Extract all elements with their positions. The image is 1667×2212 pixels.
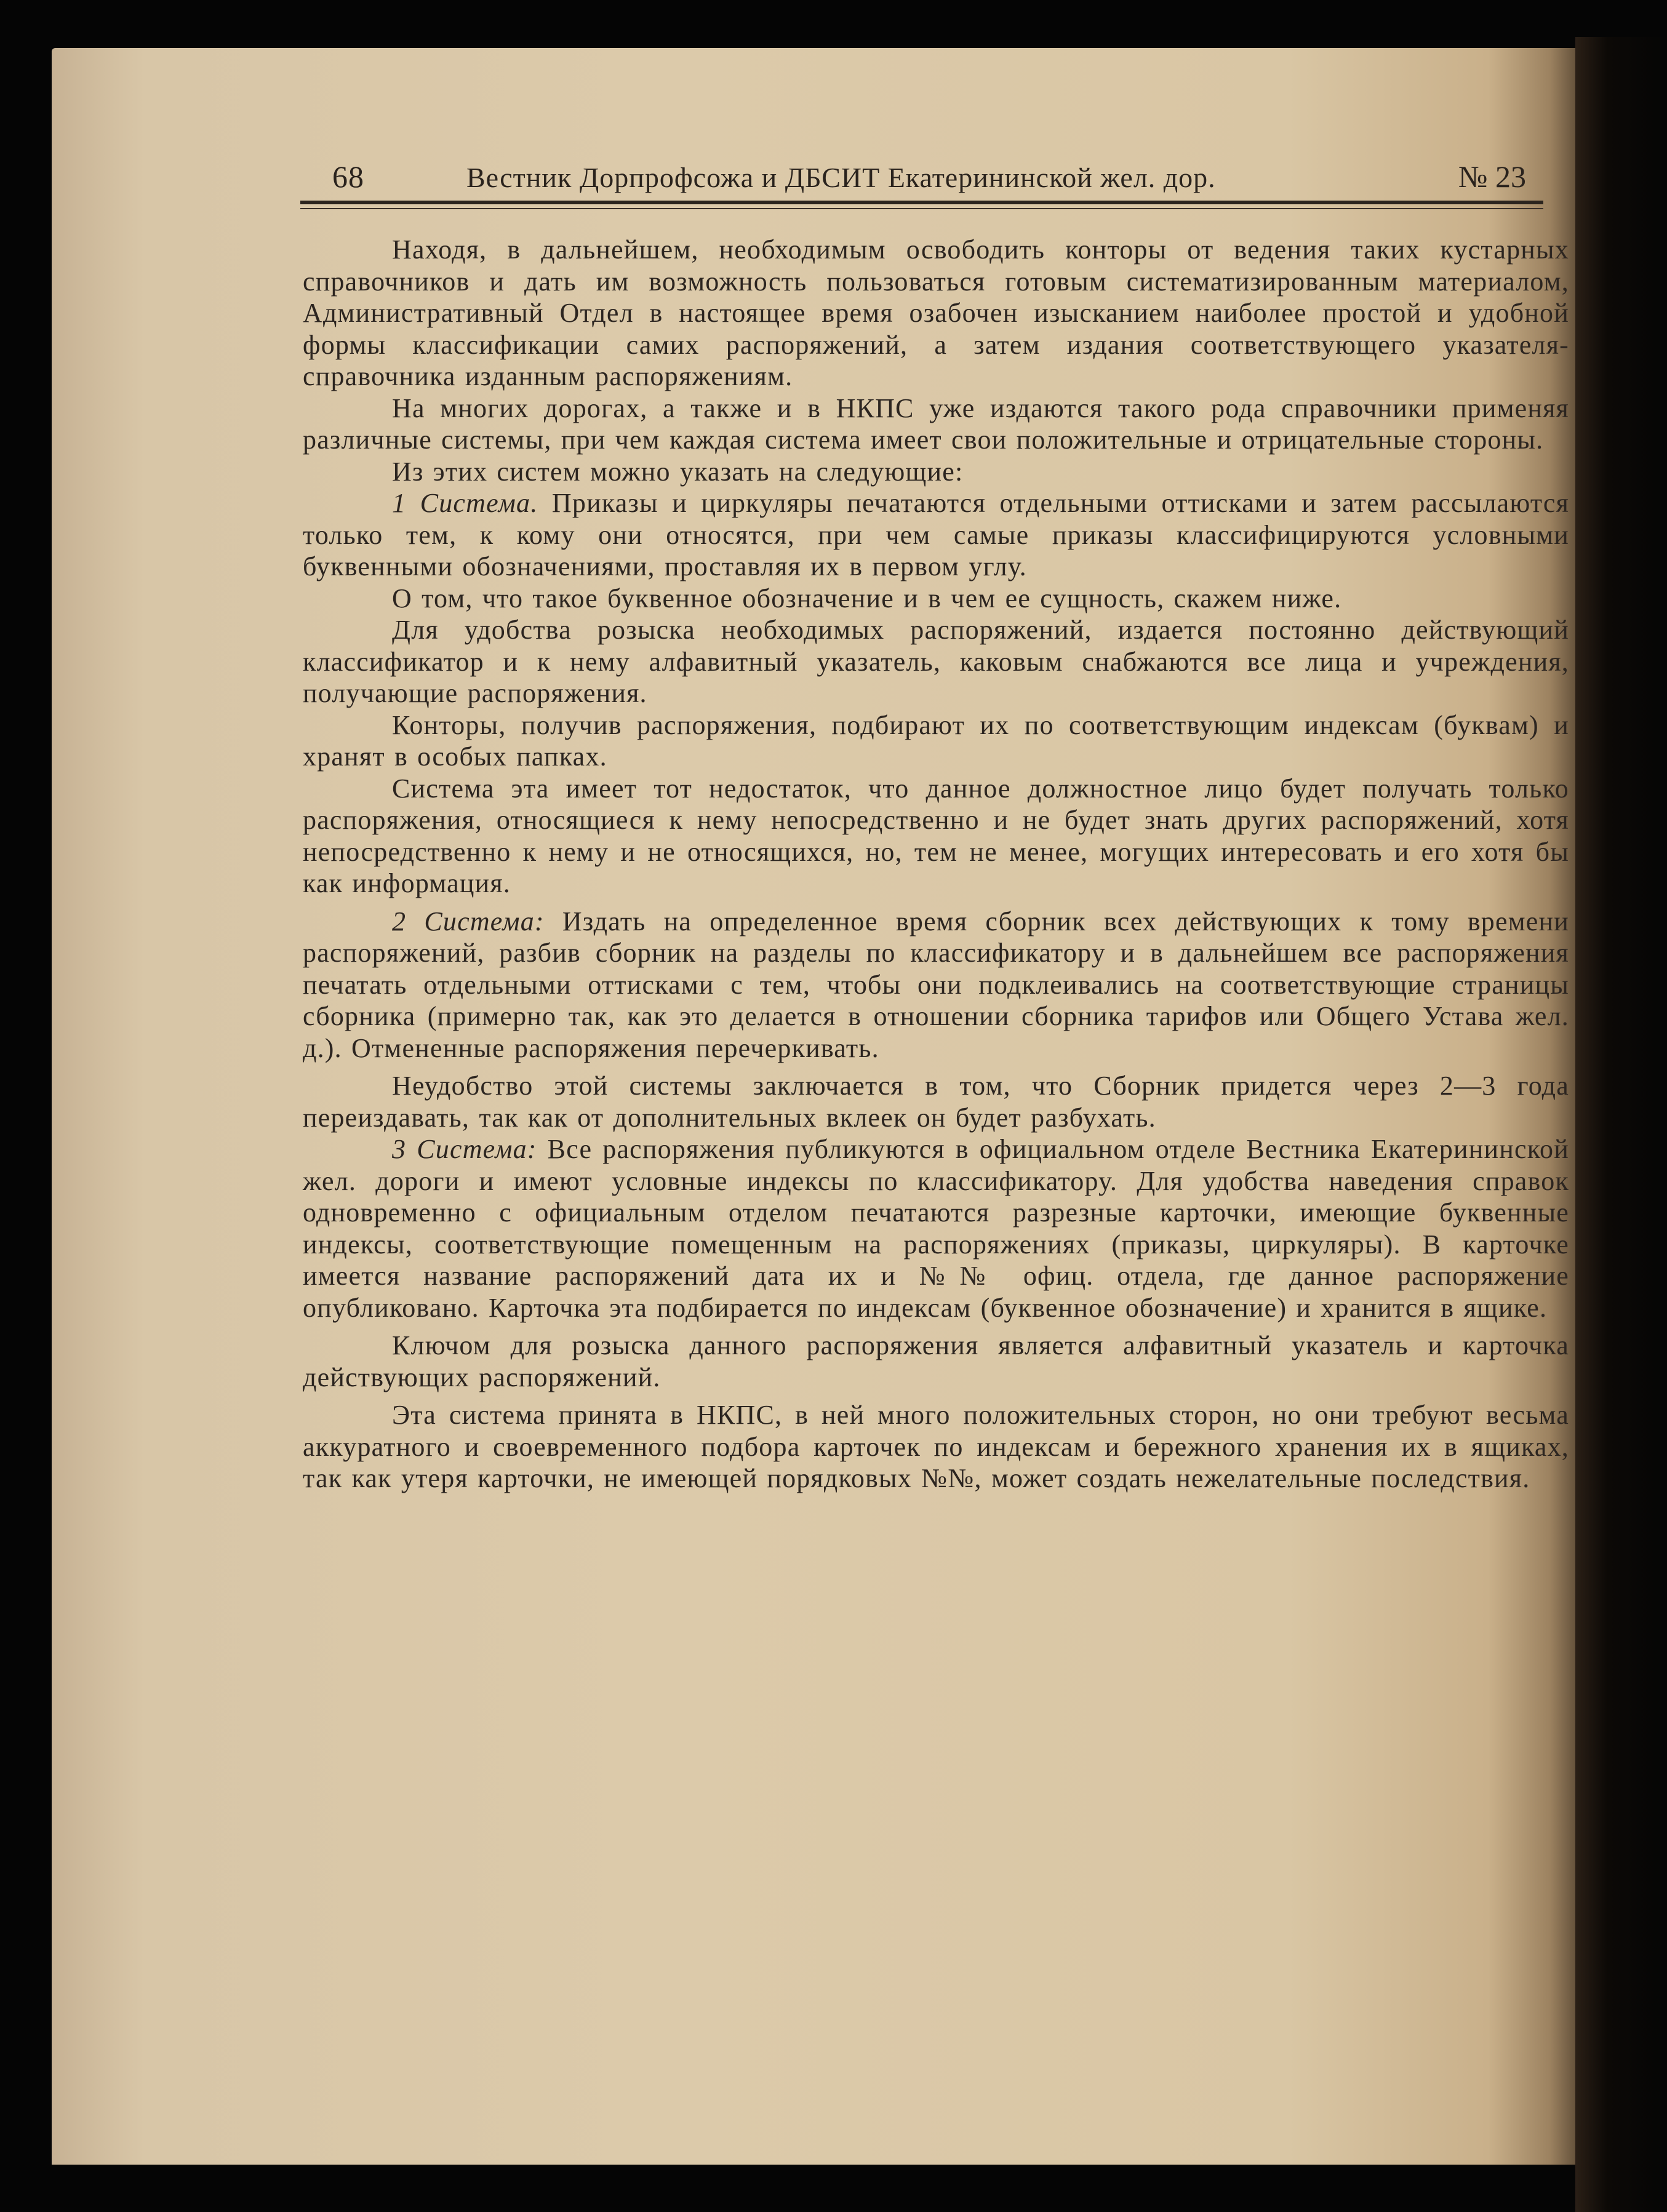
body-text — [303, 234, 1569, 1495]
journal-title: Вестник Дорпрофсожа и ДБСИТ Екатерининской жел. дор. — [466, 162, 1216, 193]
paragraph: Находя, в дальнейшем, необходимым освободить конторы от ведения таких кустарных справочников и дать им возможность пользоваться готовым систематизированным материалом, Административный Отдел в настоящее время озабочен изысканием наиболее простой и удобной формы классификации самих распоряжений, а затем издания соответствующего указателя-справочника изданным распоряжениям. — [303, 234, 1569, 391]
paragraph: Конторы, получив распоряжения, подбирают их по соответствующим индексам (буквам) и хранят в особых папках. — [303, 709, 1569, 772]
system-label: 2 Система: — [392, 906, 545, 936]
running-header — [332, 159, 1538, 202]
paragraph: На многих дорогах, а также и в НКПС уже издаются такого рода справочники применяя различные системы, при чем каждая система имеет свои положительные и отрицательные стороны. — [303, 393, 1569, 455]
paragraph: Система эта имеет тот недостаток, что данное должностное лицо будет получать только распоряжения, относящиеся к нему непосредственно и не будет знать других распоряжений, хотя непосредственно к нему и не относящихся, но, тем не менее, могущих интересовать и его хотя бы как информация. — [303, 773, 1569, 898]
paragraph: Эта система принята в НКПС, в ней много положительных сторон, но они требуют весьма аккуратного и своевременного подбора карточек по индексам и бережного хранения их в ящиках, так как утеря карточки, не имеющей порядковых №№, может создать нежелательные последствия. — [303, 1400, 1569, 1493]
system-label: 3 Система: — [392, 1134, 537, 1164]
paragraph: 2 Система: Издать на определенное время сборник всех действующих к тому времени распоряжений, разбив сборник на разделы по классификатору и в дальнейшем все распоряжения печатать отдельными оттисками с тем, чтобы они подклеивались на соответствующие страницы сборника (примерно так, как это делается в отношении сборника тарифов или Общего Устава жел. д.). Отмененные распоряжения перечеркивать. — [303, 906, 1569, 1063]
system-label: 1 Система. — [392, 488, 538, 518]
paragraph: 1 Система. Приказы и циркуляры печатаются отдельными оттисками и затем рассылаются только тем, к кому они относятся, при чем самые приказы классифицируются условными буквенными обозначениями, проставляя их в первом углу. — [303, 488, 1570, 581]
issue-number: № 23 — [1458, 159, 1526, 194]
paragraph: Для удобства розыска необходимых распоряжений, издается постоянно действующий классификатор и к нему алфавитный указатель, каковым снабжаются все лица и учреждения, получающие распоряжения. — [303, 615, 1569, 708]
paragraph: Из этих систем можно указать на следующие: — [392, 456, 964, 487]
header-rule-thick — [300, 201, 1543, 204]
paragraph: О том, что такое буквенное обозначение и в чем ее сущность, скажем ниже. — [392, 583, 1342, 613]
paragraph: 3 Система: Все распоряжения публикуются в официальном отделе Вестника Екатерининской жел. дороги и имеют условные индексы по классификатору. Для удобства наведения справок одновременно с официальным отделом печатаются разрезные карточки, имеющие буквенные индексы, соответствующие помещенным на распоряжениях (приказы, циркуляры). В карточке имеется название распоряжений дата их и №№ офиц. отдела, где данное распоряжение опубликовано. Карточка эта подбирается по индексам (буквенное обозначение) и хранится в ящике. — [303, 1134, 1569, 1323]
paragraph: Неудобство этой системы заключается в том, что Сборник придется через 2—3 года переиздавать, так как от дополнительных вклеек он будет разбухать. — [303, 1071, 1569, 1133]
page-number: 68 — [332, 159, 364, 194]
book-spine-shadow — [1575, 37, 1667, 2212]
header-rule-thin — [300, 208, 1543, 209]
paragraph: Ключом для розыска данного распоряжения является алфавитный указатель и карточка действующих распоряжений. — [303, 1330, 1569, 1392]
